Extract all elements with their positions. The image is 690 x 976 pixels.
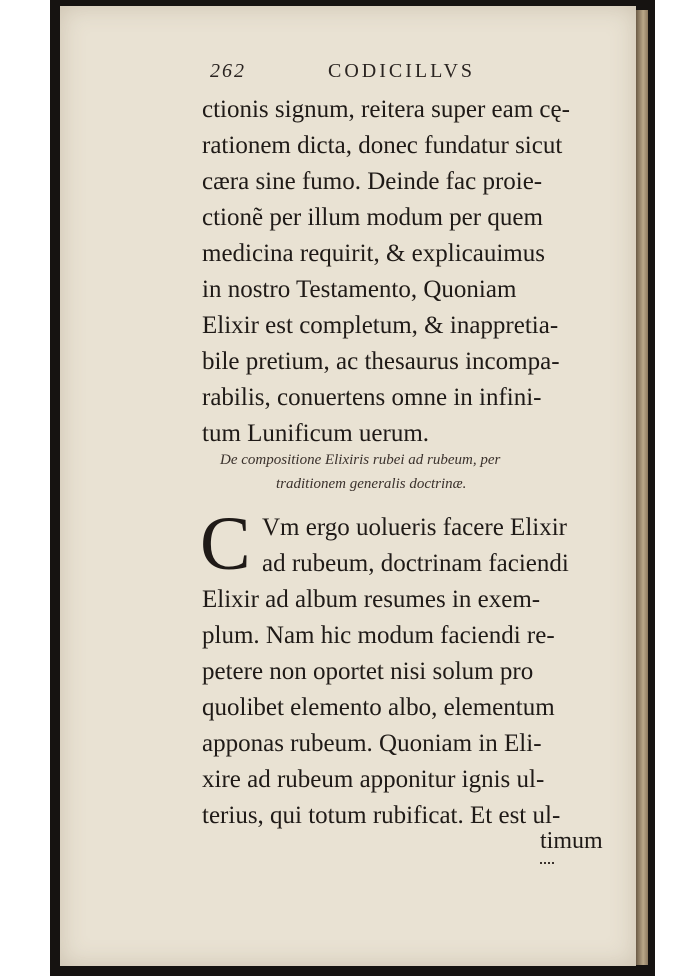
text-line: ctionis signum, reitera super eam cę- [202,96,570,123]
text-line: apponas rubeum. Quoniam in Eli- [202,730,542,757]
signature-mark [540,862,554,867]
drop-cap: C [200,502,251,586]
text-line: rabilis, conuertens omne in infini- [202,384,542,411]
text-line: Vm ergo uolueris facere Elixir [262,514,567,541]
text-line: tum Lunificum uerum. [202,420,430,447]
text-line: Elixir est completum, & inappretia- [202,312,559,339]
text-line: Elixir ad album resumes in exem- [202,586,541,613]
text-line: in nostro Testamento, Quoniam [202,276,517,303]
catchword: timum [540,828,603,854]
text-line: xire ad rubeum apponitur ignis ul- [202,766,545,793]
text-line: ctionẽ per illum modum per quem [202,204,543,231]
page-number: 262 [210,60,246,82]
text-line: cæra sine fumo. Deinde fac proie- [202,168,543,195]
text-line: bile pretium, ac thesaurus incompa- [202,348,560,375]
text-line: quolibet elemento albo, elementum [202,694,555,721]
running-title: CODICILLVS [328,60,476,82]
text-line: petere non oportet nisi solum pro [202,658,534,685]
heading-line: traditionem generalis doctrinæ. [276,476,467,492]
text-line: rationem dicta, donec fundatur sicut [202,132,563,159]
heading-line: De compositione Elixiris rubei ad rubeum, per [220,452,501,468]
text-line: plum. Nam hic modum faciendi re- [202,622,555,649]
page-header [210,60,630,90]
text-line: ad rubeum, doctrinam faciendi [262,550,569,577]
page-edge [636,10,648,965]
text-line: medicina requirit, & explicauimus [202,240,545,267]
text-line: terius, qui totum rubificat. Et est ul- [202,802,561,829]
